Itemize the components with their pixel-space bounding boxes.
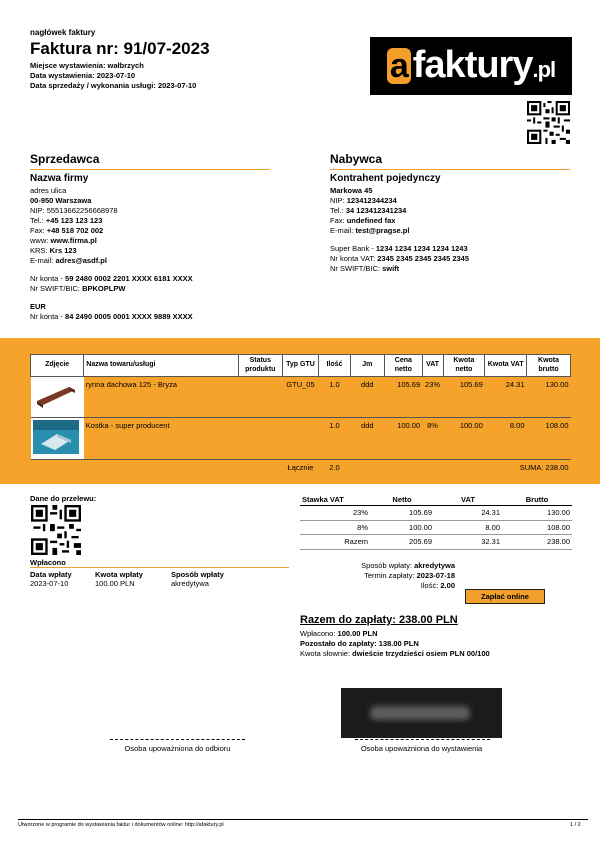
items-table bbox=[30, 354, 571, 475]
table-row bbox=[31, 377, 571, 418]
payment-term: Termin zapłaty: 2023-07-18 bbox=[364, 571, 455, 580]
gutter-photo-icon bbox=[33, 379, 79, 413]
invoice-title: Faktura nr: 91/07-2023 bbox=[30, 39, 210, 58]
totals-details bbox=[300, 629, 490, 659]
totals-paid: Wpłacono: 100.00 PLN bbox=[300, 629, 378, 638]
col-qty: Ilość bbox=[319, 355, 350, 377]
afaktury-logo: a faktury .pl bbox=[370, 37, 572, 95]
col-status: Status produktu bbox=[238, 355, 282, 377]
item-unit: ddd bbox=[350, 418, 384, 459]
items-header-row bbox=[31, 355, 571, 377]
seller-www: www: www.firma.pl bbox=[30, 235, 97, 245]
product-photo bbox=[31, 418, 84, 459]
seller-email: E-mail: adres@asdf.pl bbox=[30, 255, 107, 265]
col-vat-amount: Kwota VAT bbox=[485, 355, 527, 377]
vat-col-net: Netto bbox=[370, 494, 434, 506]
totals-words: Kwota słownie: dwieście trzydzieści osiem PLN 00/100 bbox=[300, 649, 490, 658]
item-status bbox=[238, 377, 282, 418]
col-net: Kwota netto bbox=[443, 355, 485, 377]
meta-place: Miejsce wystawienia: wałbrzych bbox=[30, 61, 144, 70]
item-net: 105.69 bbox=[443, 377, 485, 418]
seller-currency: EUR bbox=[30, 301, 46, 311]
invoice-meta bbox=[30, 61, 196, 91]
payment-method: Sposób wpłaty: akredytywa bbox=[361, 561, 455, 570]
paid-col-date: Data wpłaty bbox=[30, 570, 72, 579]
buyer-fax: Fax: undefined fax bbox=[330, 215, 396, 225]
vat-summary-table bbox=[300, 494, 572, 550]
receiver-signature-label: Osoba upoważniona do odbioru bbox=[124, 744, 231, 753]
col-gtu: Typ GTU bbox=[282, 355, 319, 377]
footer-text: Utworzone w programie do wystawiania faktur i dokumentów online: http://afaktury.pl bbox=[18, 822, 224, 828]
total-qty: 2.0 bbox=[329, 462, 340, 472]
item-unit: ddd bbox=[350, 377, 384, 418]
seller-account-2: Nr konta - 84 2490 0005 0001 XXXX 9889 XXXX bbox=[30, 311, 193, 321]
paid-amount: 100.00 PLN bbox=[95, 579, 135, 589]
paid-method: akredytywa bbox=[171, 579, 209, 589]
col-name: Nazwa towaru/usługi bbox=[84, 355, 239, 377]
buyer-block bbox=[330, 152, 570, 274]
col-price: Cena netto bbox=[385, 355, 423, 377]
seller-name: Nazwa firmy bbox=[30, 173, 89, 184]
item-gtu: GTU_05 bbox=[282, 377, 319, 418]
meta-issue-date: Data wystawienia: 2023-07-10 bbox=[30, 71, 136, 80]
table-row: 23% 105.69 24.31 130.00 bbox=[300, 506, 572, 520]
item-price: 105.69 bbox=[385, 377, 423, 418]
product-photo bbox=[31, 377, 84, 418]
paid-col-method: Sposób wpłaty bbox=[171, 570, 224, 579]
footer-divider bbox=[18, 819, 588, 820]
buyer-nip: NIP: 123412344234 bbox=[330, 195, 397, 205]
receiver-signature-line bbox=[110, 739, 245, 740]
buyer-tel: Tel.: 34 123412341234 bbox=[330, 205, 407, 215]
item-net: 100.00 bbox=[443, 418, 485, 459]
col-vat: VAT bbox=[422, 355, 443, 377]
seller-city: 00-950 Warszawa bbox=[30, 195, 92, 205]
items-total-row bbox=[31, 459, 571, 475]
buyer-email: E-mail: test@pragse.pl bbox=[330, 225, 410, 235]
item-vat: 8% bbox=[422, 418, 443, 459]
paid-col-amount: Kwota wpłaty bbox=[95, 570, 143, 579]
table-row: Razem 205.69 32.31 238.00 bbox=[300, 535, 572, 549]
item-name: Kostka - super producent bbox=[84, 418, 239, 459]
seller-fax: Fax: +48 518 702 002 bbox=[30, 225, 104, 235]
header-label: nagłówek faktury bbox=[30, 28, 96, 37]
item-vat-amount: 8.00 bbox=[485, 418, 527, 459]
item-qty: 1.0 bbox=[319, 418, 350, 459]
total-to-pay: Razem do zapłaty: 238.00 PLN bbox=[300, 614, 458, 626]
buyer-street: Markowa 45 bbox=[330, 185, 373, 195]
issuer-signature-line bbox=[355, 739, 490, 740]
seller-account: Nr konta - 59 2480 0002 2201 XXXX 6181 XXXX bbox=[30, 273, 193, 283]
buyer-vat-account: Nr konta VAT: 2345 2345 2345 2345 2345 bbox=[330, 253, 470, 263]
col-photo: Zdjęcie bbox=[31, 355, 84, 377]
col-unit: Jm bbox=[350, 355, 384, 377]
qr-code-icon bbox=[527, 101, 570, 144]
payment-info bbox=[300, 561, 455, 591]
transfer-label: Dane do przelewu: bbox=[30, 494, 97, 503]
meta-sale-date: Data sprzedaży / wykonania usługi: 2023-07-10 bbox=[30, 81, 197, 90]
table-row bbox=[31, 418, 571, 459]
item-vat: 23% bbox=[422, 377, 443, 418]
seller-title: Sprzedawca bbox=[30, 152, 270, 170]
payment-qr-icon bbox=[31, 505, 81, 555]
vat-col-rate: Stawka VAT bbox=[300, 494, 370, 506]
col-gross: Kwota brutto bbox=[527, 355, 571, 377]
payment-qty: Ilość: 2.00 bbox=[420, 581, 455, 590]
buyer-name: Kontrahent pojedynczy bbox=[330, 173, 441, 184]
item-gross: 130.00 bbox=[527, 377, 571, 418]
seller-swift: Nr SWIFT/BIC: BPKOPLPW bbox=[30, 283, 126, 293]
vat-col-vat: VAT bbox=[434, 494, 502, 506]
pay-online-button[interactable]: Zapłać online bbox=[465, 589, 545, 604]
total-sum: SUMA: 238.00 bbox=[519, 462, 569, 472]
item-name: rynna dachowa 125 - Bryza bbox=[84, 377, 239, 418]
vat-col-gross: Brutto bbox=[502, 494, 572, 506]
seller-nip: NIP: 55513662256668978 bbox=[30, 205, 118, 215]
seller-krs: KRS: Krs 123 bbox=[30, 245, 77, 255]
table-row: 8% 100.00 8.00 108.00 bbox=[300, 520, 572, 534]
page-number: 1 / 2 bbox=[570, 822, 581, 828]
total-label: Łącznie bbox=[287, 462, 314, 472]
buyer-swift: Nr SWIFT/BIC: swift bbox=[330, 263, 400, 273]
paid-table bbox=[30, 570, 224, 589]
buyer-bank: Super Bank - 1234 1234 1234 1234 1243 bbox=[330, 243, 468, 253]
item-gtu bbox=[282, 418, 319, 459]
paid-date: 2023-07-10 bbox=[30, 579, 69, 589]
cube-photo-icon bbox=[33, 420, 79, 454]
seller-block bbox=[30, 152, 270, 322]
item-gross: 108.00 bbox=[527, 418, 571, 459]
paid-title: Wpłacono bbox=[30, 558, 289, 568]
seller-tel: Tel.: +45 123 123 123 bbox=[30, 215, 103, 225]
item-price: 100.00 bbox=[385, 418, 423, 459]
item-status bbox=[238, 418, 282, 459]
seller-street: adres ulica bbox=[30, 185, 67, 195]
item-qty: 1.0 bbox=[319, 377, 350, 418]
issuer-signature-label: Osoba upoważniona do wystawienia bbox=[360, 744, 483, 753]
buyer-title: Nabywca bbox=[330, 152, 570, 170]
signature-stroke bbox=[370, 706, 470, 720]
item-vat-amount: 24.31 bbox=[485, 377, 527, 418]
totals-remaining: Pozostało do zapłaty: 138.00 PLN bbox=[300, 639, 419, 648]
